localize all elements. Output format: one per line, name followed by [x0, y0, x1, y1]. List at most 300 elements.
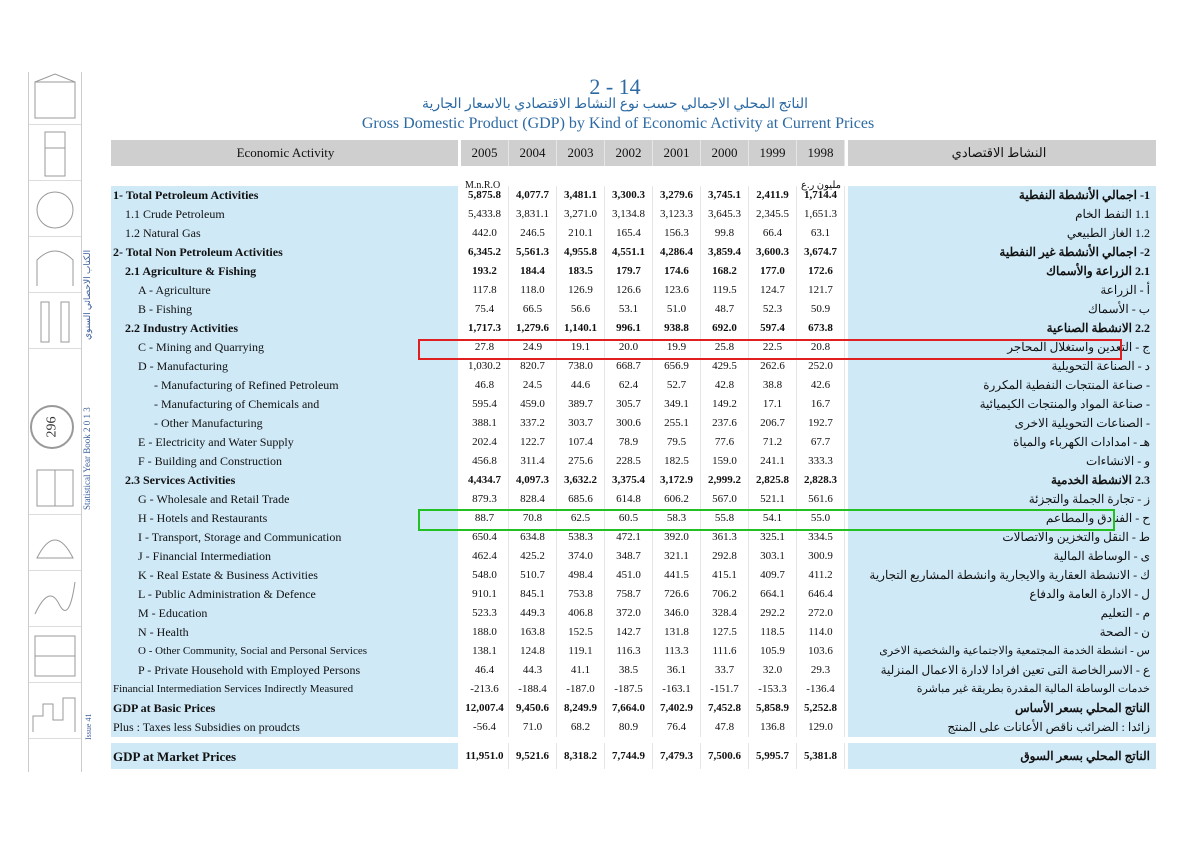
row-label-ar: 1.2 الغاز الطبيعي	[848, 224, 1156, 243]
row-label-ar: 2.3 الانشطة الخدمية	[848, 471, 1156, 490]
value-cell: 20.0	[605, 338, 653, 357]
value-cell: 5,381.8	[797, 743, 845, 769]
value-cell: 192.7	[797, 414, 845, 433]
title-arabic: الناتج المحلي الاجمالي حسب نوع النشاط الاقتصادي بالاسعار الجارية	[421, 97, 809, 112]
value-cell: 53.1	[605, 300, 653, 319]
row-label-en: H - Hotels and Restaurants	[111, 509, 458, 528]
book-title-ar: الكتاب الاحصائي السنوي	[82, 249, 92, 340]
value-cell: 2,411.9	[749, 186, 797, 205]
row-label-ar: 2.2 الانشطة الصناعية	[848, 319, 1156, 338]
value-cell: 758.7	[605, 585, 653, 604]
value-cell: 462.4	[461, 547, 509, 566]
value-cell: 44.3	[509, 661, 557, 680]
value-cell: 7,452.8	[701, 699, 749, 718]
row-label-en: G - Wholesale and Retail Trade	[111, 490, 458, 509]
value-cell: 117.8	[461, 281, 509, 300]
value-cell: 51.0	[653, 300, 701, 319]
value-cell: -187.5	[605, 680, 653, 699]
value-cell: 228.5	[605, 452, 653, 471]
value-cell: 392.0	[653, 528, 701, 547]
value-cell: 548.0	[461, 566, 509, 585]
value-cell: 5,561.3	[509, 243, 557, 262]
value-cell: 103.6	[797, 642, 845, 661]
row-label-en: M - Education	[111, 604, 458, 623]
column-sketch-icon	[29, 296, 81, 349]
value-cell: 7,402.9	[653, 699, 701, 718]
value-cell: 8,318.2	[557, 743, 605, 769]
window-sketch-icon	[29, 462, 81, 515]
grid-sketch-icon	[29, 630, 81, 683]
value-cell: 726.6	[653, 585, 701, 604]
value-cell: 129.0	[797, 718, 845, 737]
value-cell: 67.7	[797, 433, 845, 452]
row-label-ar: خدمات الوساطة المالية المقدرة بطريقة غير مباشرة	[848, 680, 1156, 699]
book-title-vertical	[82, 249, 96, 600]
row-label-ar: الناتج المحلي بسعر الأساس	[848, 699, 1156, 718]
map-sketch-icon	[29, 574, 81, 627]
value-cell: 348.7	[605, 547, 653, 566]
row-label-ar: د - الصناعة التحويلية	[848, 357, 1156, 376]
row-label-ar: ج - التعدين واستغلال المحاجر	[848, 338, 1156, 357]
value-cell: 3,831.1	[509, 205, 557, 224]
row-label-ar: ن - الصحة	[848, 623, 1156, 642]
value-cell: 32.0	[749, 661, 797, 680]
row-label-en: 2.1 Agriculture & Fishing	[111, 262, 458, 281]
table-row	[111, 224, 1156, 243]
value-cell: 8,249.9	[557, 699, 605, 718]
value-cell: 179.7	[605, 262, 653, 281]
row-label-ar: ح - الفنادق والمطاعم	[848, 509, 1156, 528]
table-row	[111, 547, 1156, 566]
value-cell: 183.5	[557, 262, 605, 281]
table-number: 2 - 14	[589, 74, 641, 99]
value-cell: 47.8	[701, 718, 749, 737]
value-cell: 406.8	[557, 604, 605, 623]
value-cell: 19.1	[557, 338, 605, 357]
row-label-ar: ز - تجارة الجملة والتجزئة	[848, 490, 1156, 509]
value-cell: 606.2	[653, 490, 701, 509]
value-cell: 182.5	[653, 452, 701, 471]
value-cell: 7,744.9	[605, 743, 653, 769]
row-label-ar: هـ - امدادات الكهرباء والمياة	[848, 433, 1156, 452]
value-cell: 66.4	[749, 224, 797, 243]
skyline-sketch-icon	[29, 686, 81, 739]
value-cell: 292.2	[749, 604, 797, 623]
row-label-en: - Manufacturing of Refined Petroleum	[111, 376, 458, 395]
value-cell: 656.9	[653, 357, 701, 376]
row-label-ar: 2.1 الزراعة والأسماك	[848, 262, 1156, 281]
value-cell: 159.0	[701, 452, 749, 471]
value-cell: 71.2	[749, 433, 797, 452]
value-cell: 910.1	[461, 585, 509, 604]
value-cell: 521.1	[749, 490, 797, 509]
value-cell: 2,999.2	[701, 471, 749, 490]
value-cell: 131.8	[653, 623, 701, 642]
value-cell: 50.9	[797, 300, 845, 319]
value-cell: 76.4	[653, 718, 701, 737]
table-row	[111, 718, 1156, 737]
header-year: 2000	[701, 140, 749, 166]
value-cell: 177.0	[749, 262, 797, 281]
value-cell: 121.7	[797, 281, 845, 300]
table-row	[111, 661, 1156, 680]
value-cell: 996.1	[605, 319, 653, 338]
value-cell: 4,097.3	[509, 471, 557, 490]
row-label-ar: م - التعليم	[848, 604, 1156, 623]
table-row	[111, 743, 1156, 769]
table-row	[111, 604, 1156, 623]
value-cell: 60.5	[605, 509, 653, 528]
value-cell: 303.7	[557, 414, 605, 433]
value-cell: 118.0	[509, 281, 557, 300]
value-cell: 311.4	[509, 452, 557, 471]
value-cell: 4,434.7	[461, 471, 509, 490]
value-cell: 664.1	[749, 585, 797, 604]
row-label-ar: - الصناعات التحويلية الاخرى	[848, 414, 1156, 433]
value-cell: 1,714.4	[797, 186, 845, 205]
value-cell: -188.4	[509, 680, 557, 699]
header-year: 1999	[749, 140, 797, 166]
value-cell: 105.9	[749, 642, 797, 661]
row-label-ar: ل - الادارة العامة والدفاع	[848, 585, 1156, 604]
value-cell: 4,955.8	[557, 243, 605, 262]
value-cell: 56.6	[557, 300, 605, 319]
row-label-ar: و - الانشاءات	[848, 452, 1156, 471]
unit-label-en: M.n.R.O	[465, 180, 501, 191]
row-label-en: GDP at Basic Prices	[111, 699, 458, 718]
value-cell: 210.1	[557, 224, 605, 243]
value-cell: 38.8	[749, 376, 797, 395]
row-label-en: 2.3 Services Activities	[111, 471, 458, 490]
row-label-ar: ب - الأسماك	[848, 300, 1156, 319]
row-label-ar: س - انشطة الخدمة المجتمعية والاجتماعية والشخصية الاخرى	[848, 642, 1156, 661]
dome-sketch-icon	[29, 518, 81, 571]
value-cell: 252.0	[797, 357, 845, 376]
value-cell: 567.0	[701, 490, 749, 509]
page-number: 296	[44, 416, 59, 438]
value-cell: 52.3	[749, 300, 797, 319]
table-row	[111, 243, 1156, 262]
value-cell: 1,651.3	[797, 205, 845, 224]
value-cell: 328.4	[701, 604, 749, 623]
table-row	[111, 414, 1156, 433]
value-cell: 321.1	[653, 547, 701, 566]
value-cell: 845.1	[509, 585, 557, 604]
value-cell: 149.2	[701, 395, 749, 414]
value-cell: 113.3	[653, 642, 701, 661]
value-cell: 78.9	[605, 433, 653, 452]
value-cell: 7,664.0	[605, 699, 653, 718]
value-cell: 58.3	[653, 509, 701, 528]
value-cell: 55.8	[701, 509, 749, 528]
value-cell: 1,279.6	[509, 319, 557, 338]
value-cell: 292.8	[701, 547, 749, 566]
value-cell: 472.1	[605, 528, 653, 547]
value-cell: 19.9	[653, 338, 701, 357]
value-cell: 3,600.3	[749, 243, 797, 262]
value-cell: 388.1	[461, 414, 509, 433]
table-row	[111, 585, 1156, 604]
value-cell: 152.5	[557, 623, 605, 642]
value-cell: 349.1	[653, 395, 701, 414]
row-label-en: - Other Manufacturing	[111, 414, 458, 433]
value-cell: 184.4	[509, 262, 557, 281]
value-cell: 449.3	[509, 604, 557, 623]
value-cell: 409.7	[749, 566, 797, 585]
value-cell: 9,521.6	[509, 743, 557, 769]
value-cell: 5,995.7	[749, 743, 797, 769]
table-row	[111, 319, 1156, 338]
table-row	[111, 300, 1156, 319]
header-year: 2004	[509, 140, 557, 166]
value-cell: 71.0	[509, 718, 557, 737]
header-year: 2001	[653, 140, 701, 166]
gdp-table	[111, 140, 1156, 769]
value-cell: 44.6	[557, 376, 605, 395]
table-row	[111, 642, 1156, 661]
value-cell: 3,859.4	[701, 243, 749, 262]
value-cell: 3,279.6	[653, 186, 701, 205]
value-cell: 938.8	[653, 319, 701, 338]
value-cell: 305.7	[605, 395, 653, 414]
table-row	[111, 699, 1156, 718]
value-cell: 685.6	[557, 490, 605, 509]
row-label-ar: ع - الاسرالخاصة التى تعين افرادا لادارة الاعمال المنزلية	[848, 661, 1156, 680]
value-cell: 29.3	[797, 661, 845, 680]
value-cell: 114.0	[797, 623, 845, 642]
value-cell: 126.6	[605, 281, 653, 300]
value-cell: 333.3	[797, 452, 845, 471]
table-row	[111, 186, 1156, 205]
value-cell: 80.9	[605, 718, 653, 737]
value-cell: 119.5	[701, 281, 749, 300]
fort-sketch-icon	[29, 184, 81, 237]
value-cell: -163.1	[653, 680, 701, 699]
row-label-en: I - Transport, Storage and Communication	[111, 528, 458, 547]
value-cell: 52.7	[653, 376, 701, 395]
row-label-ar: ى - الوساطة المالية	[848, 547, 1156, 566]
value-cell: 374.0	[557, 547, 605, 566]
value-cell: 12,007.4	[461, 699, 509, 718]
value-cell: 124.7	[749, 281, 797, 300]
value-cell: 9,450.6	[509, 699, 557, 718]
value-cell: 68.2	[557, 718, 605, 737]
value-cell: 7,500.6	[701, 743, 749, 769]
value-cell: 20.8	[797, 338, 845, 357]
value-cell: 42.6	[797, 376, 845, 395]
value-cell: 1,030.2	[461, 357, 509, 376]
table-row	[111, 490, 1156, 509]
value-cell: 79.5	[653, 433, 701, 452]
value-cell: 646.4	[797, 585, 845, 604]
value-cell: 2,828.3	[797, 471, 845, 490]
row-label-ar: زائدا : الضرائب ناقص الأعانات على المنتج	[848, 718, 1156, 737]
value-cell: 597.4	[749, 319, 797, 338]
table-row	[111, 262, 1156, 281]
value-cell: 168.2	[701, 262, 749, 281]
value-cell: 5,433.8	[461, 205, 509, 224]
value-cell: 17.1	[749, 395, 797, 414]
value-cell: 119.1	[557, 642, 605, 661]
row-label-ar: أ - الزراعة	[848, 281, 1156, 300]
value-cell: -213.6	[461, 680, 509, 699]
value-cell: 54.1	[749, 509, 797, 528]
row-label-en: B - Fishing	[111, 300, 458, 319]
value-cell: 303.1	[749, 547, 797, 566]
row-label-en: N - Health	[111, 623, 458, 642]
row-label-en: A - Agriculture	[111, 281, 458, 300]
issue-label: Issue 41	[84, 713, 93, 740]
page-number-badge	[30, 405, 74, 449]
row-label-ar: 1- اجمالي الأنشطة النفطية	[848, 186, 1156, 205]
value-cell: 692.0	[701, 319, 749, 338]
row-label-ar: 1.1 النفط الخام	[848, 205, 1156, 224]
value-cell: 22.5	[749, 338, 797, 357]
value-cell: 241.1	[749, 452, 797, 471]
value-cell: 706.2	[701, 585, 749, 604]
value-cell: 5,858.9	[749, 699, 797, 718]
value-cell: 193.2	[461, 262, 509, 281]
value-cell: 33.7	[701, 661, 749, 680]
value-cell: -151.7	[701, 680, 749, 699]
table-body	[111, 166, 1156, 769]
value-cell: 174.6	[653, 262, 701, 281]
row-label-en: GDP at Market Prices	[111, 743, 458, 769]
value-cell: 42.8	[701, 376, 749, 395]
value-cell: 456.8	[461, 452, 509, 471]
value-cell: 415.1	[701, 566, 749, 585]
value-cell: 111.6	[701, 642, 749, 661]
value-cell: 272.0	[797, 604, 845, 623]
value-cell: 429.5	[701, 357, 749, 376]
value-cell: 411.2	[797, 566, 845, 585]
value-cell: 538.3	[557, 528, 605, 547]
value-cell: 63.1	[797, 224, 845, 243]
table-row	[111, 281, 1156, 300]
row-label-ar: ط - النقل والتخزين والاتصالات	[848, 528, 1156, 547]
value-cell: 3,300.3	[605, 186, 653, 205]
value-cell: 38.5	[605, 661, 653, 680]
value-cell: 389.7	[557, 395, 605, 414]
value-cell: 3,123.3	[653, 205, 701, 224]
value-cell: 4,077.7	[509, 186, 557, 205]
value-cell: 510.7	[509, 566, 557, 585]
value-cell: 300.6	[605, 414, 653, 433]
value-cell: 4,551.1	[605, 243, 653, 262]
value-cell: 1,717.3	[461, 319, 509, 338]
table-row	[111, 566, 1156, 585]
value-cell: 346.0	[653, 604, 701, 623]
table-header-row	[111, 140, 1156, 166]
value-cell: 6,345.2	[461, 243, 509, 262]
value-cell: 3,745.1	[701, 186, 749, 205]
header-year: 2002	[605, 140, 653, 166]
title-english: Gross Domestic Product (GDP) by Kind of Economic Activity at Current Prices	[361, 115, 875, 132]
header-economic-activity-ar: النشاط الاقتصادي	[848, 140, 1156, 166]
value-cell: 561.6	[797, 490, 845, 509]
value-cell: 523.3	[461, 604, 509, 623]
value-cell: 325.1	[749, 528, 797, 547]
value-cell: 275.6	[557, 452, 605, 471]
value-cell: 77.6	[701, 433, 749, 452]
table-row	[111, 376, 1156, 395]
value-cell: 99.8	[701, 224, 749, 243]
row-label-en: Financial Intermediation Services Indirectly Measured	[111, 680, 458, 699]
value-cell: 55.0	[797, 509, 845, 528]
row-label-en: C - Mining and Quarrying	[111, 338, 458, 357]
row-label-en: J - Financial Intermediation	[111, 547, 458, 566]
table-row	[111, 395, 1156, 414]
value-cell: 498.4	[557, 566, 605, 585]
value-cell: 246.5	[509, 224, 557, 243]
value-cell: 2,825.8	[749, 471, 797, 490]
value-cell: 70.8	[509, 509, 557, 528]
value-cell: 828.4	[509, 490, 557, 509]
table-row	[111, 680, 1156, 699]
value-cell: 127.5	[701, 623, 749, 642]
row-label-en: Plus : Taxes less Subsidies on proudcts	[111, 718, 458, 737]
row-label-en: 2.2 Industry Activities	[111, 319, 458, 338]
row-label-ar: - صناعة المواد والمنتجات الكيميائية	[848, 395, 1156, 414]
value-cell: 122.7	[509, 433, 557, 452]
value-cell: 138.1	[461, 642, 509, 661]
value-cell: 614.8	[605, 490, 653, 509]
value-cell: 3,481.1	[557, 186, 605, 205]
row-label-en: 1.2 Natural Gas	[111, 224, 458, 243]
value-cell: 425.2	[509, 547, 557, 566]
table-row	[111, 471, 1156, 490]
value-cell: 5,875.8	[461, 186, 509, 205]
value-cell: 136.8	[749, 718, 797, 737]
value-cell: 11,951.0	[461, 743, 509, 769]
value-cell: 172.6	[797, 262, 845, 281]
row-label-en: - Manufacturing of Chemicals and	[111, 395, 458, 414]
row-label-ar: 2- اجمالي الأنشطة غير النفطية	[848, 243, 1156, 262]
header-year: 2003	[557, 140, 605, 166]
value-cell: 62.5	[557, 509, 605, 528]
value-cell: 123.6	[653, 281, 701, 300]
value-cell: 595.4	[461, 395, 509, 414]
row-label-en: P - Private Household with Employed Persons	[111, 661, 458, 680]
value-cell: 75.4	[461, 300, 509, 319]
value-cell: 46.4	[461, 661, 509, 680]
value-cell: 25.8	[701, 338, 749, 357]
value-cell: 337.2	[509, 414, 557, 433]
value-cell: 126.9	[557, 281, 605, 300]
value-cell: 255.1	[653, 414, 701, 433]
value-cell: 24.9	[509, 338, 557, 357]
value-cell: 3,271.0	[557, 205, 605, 224]
value-cell: 24.5	[509, 376, 557, 395]
value-cell: 116.3	[605, 642, 653, 661]
value-cell: 459.0	[509, 395, 557, 414]
value-cell: 5,252.8	[797, 699, 845, 718]
value-cell: 7,479.3	[653, 743, 701, 769]
value-cell: 206.7	[749, 414, 797, 433]
row-label-en: 1- Total Petroleum Activities	[111, 186, 458, 205]
unit-row	[111, 166, 1156, 186]
header-year: 2005	[461, 140, 509, 166]
table-row	[111, 623, 1156, 642]
value-cell: 442.0	[461, 224, 509, 243]
value-cell: 4,286.4	[653, 243, 701, 262]
value-cell: 820.7	[509, 357, 557, 376]
unit-label-ar: مليون ر.ع	[801, 180, 841, 191]
table-row	[111, 452, 1156, 471]
value-cell: 156.3	[653, 224, 701, 243]
value-cell: -187.0	[557, 680, 605, 699]
header-year: 1998	[797, 140, 845, 166]
